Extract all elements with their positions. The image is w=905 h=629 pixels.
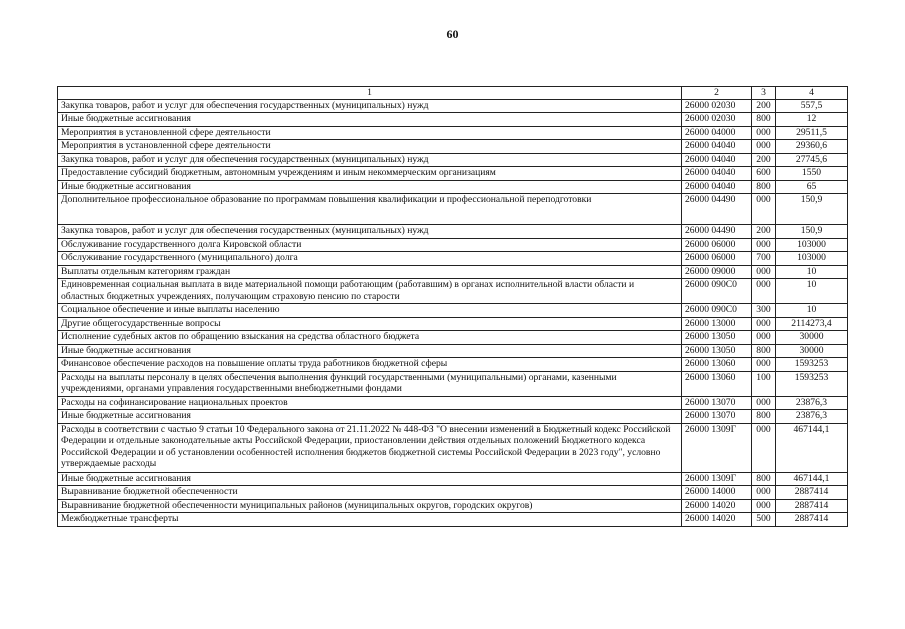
table-row xyxy=(58,304,848,318)
table-row xyxy=(58,265,848,279)
row-amount: 65 xyxy=(776,180,848,194)
row-name: Обслуживание государственного (муниципального) долга xyxy=(58,252,682,266)
row-expense-type: 800 xyxy=(752,410,776,424)
header-col-1: 1 xyxy=(58,87,682,100)
row-amount: 23876,3 xyxy=(776,410,848,424)
row-code: 26000 13070 xyxy=(682,410,752,424)
row-code: 26000 04040 xyxy=(682,167,752,181)
row-name: Другие общегосударственные вопросы xyxy=(58,317,682,331)
row-name: Закупка товаров, работ и услуг для обеспечения государственных (муниципальных) нужд xyxy=(58,99,682,113)
row-amount: 103000 xyxy=(776,252,848,266)
row-expense-type: 800 xyxy=(752,344,776,358)
row-amount: 1593253 xyxy=(776,371,848,396)
row-amount: 467144,1 xyxy=(776,423,848,472)
table-row xyxy=(58,410,848,424)
table-body xyxy=(58,99,848,526)
row-code: 26000 04000 xyxy=(682,126,752,140)
table-row xyxy=(58,99,848,113)
row-code: 26000 090С0 xyxy=(682,304,752,318)
row-code: 26000 13060 xyxy=(682,371,752,396)
table-row xyxy=(58,167,848,181)
row-name: Расходы на выплаты персоналу в целях обеспечения выполнения функций государственными (муниципальными) органами, казенными учреждениями, органами управления государственными внебюджетными фондами xyxy=(58,371,682,396)
row-expense-type: 600 xyxy=(752,167,776,181)
row-code: 26000 14020 xyxy=(682,513,752,527)
row-amount: 150,9 xyxy=(776,194,848,225)
row-amount: 10 xyxy=(776,265,848,279)
row-amount: 27745,6 xyxy=(776,153,848,167)
header-col-4: 4 xyxy=(776,87,848,100)
row-expense-type: 000 xyxy=(752,396,776,410)
row-expense-type: 700 xyxy=(752,252,776,266)
row-name: Выравнивание бюджетной обеспеченности xyxy=(58,486,682,500)
row-expense-type: 000 xyxy=(752,331,776,345)
row-expense-type: 200 xyxy=(752,225,776,239)
row-expense-type: 000 xyxy=(752,140,776,154)
row-amount: 30000 xyxy=(776,331,848,345)
row-name: Выплаты отдельным категориям граждан xyxy=(58,265,682,279)
row-expense-type: 500 xyxy=(752,513,776,527)
table-row xyxy=(58,238,848,252)
row-name: Иные бюджетные ассигнования xyxy=(58,344,682,358)
table-row xyxy=(58,225,848,239)
row-name: Выравнивание бюджетной обеспеченности муниципальных районов (муниципальных округов, городских округов) xyxy=(58,499,682,513)
row-code: 26000 14020 xyxy=(682,499,752,513)
row-code: 26000 02030 xyxy=(682,99,752,113)
row-code: 26000 13050 xyxy=(682,344,752,358)
row-expense-type: 000 xyxy=(752,238,776,252)
table-row xyxy=(58,358,848,372)
row-name: Иные бюджетные ассигнования xyxy=(58,180,682,194)
row-amount: 1593253 xyxy=(776,358,848,372)
row-code: 26000 04040 xyxy=(682,153,752,167)
table-row xyxy=(58,317,848,331)
row-name: Дополнительное профессиональное образование по программам повышения квалификации и профессиональной переподготовки xyxy=(58,194,682,225)
row-code: 26000 14000 xyxy=(682,486,752,500)
row-code: 26000 13070 xyxy=(682,396,752,410)
row-amount: 467144,1 xyxy=(776,472,848,486)
row-expense-type: 800 xyxy=(752,472,776,486)
row-code: 26000 02030 xyxy=(682,113,752,127)
row-expense-type: 800 xyxy=(752,180,776,194)
row-amount: 1550 xyxy=(776,167,848,181)
row-expense-type: 100 xyxy=(752,371,776,396)
row-expense-type: 000 xyxy=(752,194,776,225)
row-amount: 10 xyxy=(776,279,848,304)
row-amount: 150,9 xyxy=(776,225,848,239)
row-expense-type: 000 xyxy=(752,486,776,500)
row-name: Расходы в соответствии с частью 9 статьи 10 Федерального закона от 21.11.2022 № 448-ФЗ "О внесении изменений в Бюджетный кодекс Российской Федерации и отдельные законодательные акты Российской Федерации, приостановлении действия отдельных положений Бюджетного кодекса Российской Федерации и об установлении особенностей исполнения бюджетов бюджетной системы Российской Федерации в 2023 году", условно утверждаемые расходы xyxy=(58,423,682,472)
row-amount: 30000 xyxy=(776,344,848,358)
row-code: 26000 06000 xyxy=(682,252,752,266)
row-expense-type: 800 xyxy=(752,113,776,127)
row-amount: 29511,5 xyxy=(776,126,848,140)
budget-table xyxy=(57,86,848,527)
table-row xyxy=(58,344,848,358)
row-amount: 10 xyxy=(776,304,848,318)
row-expense-type: 000 xyxy=(752,358,776,372)
row-name: Закупка товаров, работ и услуг для обеспечения государственных (муниципальных) нужд xyxy=(58,153,682,167)
row-name: Финансовое обеспечение расходов на повышение оплаты труда работников бюджетной сферы xyxy=(58,358,682,372)
row-code: 26000 13000 xyxy=(682,317,752,331)
row-expense-type: 300 xyxy=(752,304,776,318)
row-expense-type: 200 xyxy=(752,153,776,167)
row-expense-type: 000 xyxy=(752,126,776,140)
row-code: 26000 13050 xyxy=(682,331,752,345)
row-name: Предоставление субсидий бюджетным, автономным учреждениям и иным некоммерческим организациям xyxy=(58,167,682,181)
row-code: 26000 1309Г xyxy=(682,423,752,472)
row-amount: 2887414 xyxy=(776,513,848,527)
row-name: Расходы на софинансирование национальных проектов xyxy=(58,396,682,410)
row-expense-type: 000 xyxy=(752,499,776,513)
table-row xyxy=(58,472,848,486)
header-col-2: 2 xyxy=(682,87,752,100)
row-amount: 2114273,4 xyxy=(776,317,848,331)
header-col-3: 3 xyxy=(752,87,776,100)
table-row xyxy=(58,194,848,225)
row-name: Закупка товаров, работ и услуг для обеспечения государственных (муниципальных) нужд xyxy=(58,225,682,239)
row-expense-type: 000 xyxy=(752,279,776,304)
table-row xyxy=(58,371,848,396)
row-name: Иные бюджетные ассигнования xyxy=(58,113,682,127)
table-row xyxy=(58,180,848,194)
row-name: Обслуживание государственного долга Кировской области xyxy=(58,238,682,252)
row-amount: 12 xyxy=(776,113,848,127)
row-expense-type: 000 xyxy=(752,423,776,472)
table-row xyxy=(58,113,848,127)
table-row xyxy=(58,499,848,513)
row-name: Иные бюджетные ассигнования xyxy=(58,472,682,486)
row-amount: 2887414 xyxy=(776,499,848,513)
row-expense-type: 000 xyxy=(752,317,776,331)
row-amount: 557,5 xyxy=(776,99,848,113)
row-code: 26000 06000 xyxy=(682,238,752,252)
table-row xyxy=(58,126,848,140)
table-row xyxy=(58,252,848,266)
row-name: Мероприятия в установленной сфере деятельности xyxy=(58,140,682,154)
row-code: 26000 090С0 xyxy=(682,279,752,304)
table-row xyxy=(58,513,848,527)
table-row xyxy=(58,279,848,304)
row-code: 26000 04040 xyxy=(682,140,752,154)
row-amount: 23876,3 xyxy=(776,396,848,410)
table-row xyxy=(58,331,848,345)
row-name: Межбюджетные трансферты xyxy=(58,513,682,527)
row-code: 26000 1309Г xyxy=(682,472,752,486)
row-name: Исполнение судебных актов по обращению взыскания на средства областного бюджета xyxy=(58,331,682,345)
table-row xyxy=(58,486,848,500)
row-code: 26000 09000 xyxy=(682,265,752,279)
row-amount: 103000 xyxy=(776,238,848,252)
row-code: 26000 04490 xyxy=(682,225,752,239)
row-code: 26000 04490 xyxy=(682,194,752,225)
table-row xyxy=(58,396,848,410)
page-number: 60 xyxy=(446,27,459,41)
row-amount: 29360,6 xyxy=(776,140,848,154)
row-expense-type: 200 xyxy=(752,99,776,113)
row-amount: 2887414 xyxy=(776,486,848,500)
table-row xyxy=(58,140,848,154)
row-name: Иные бюджетные ассигнования xyxy=(58,410,682,424)
row-code: 26000 13060 xyxy=(682,358,752,372)
row-expense-type: 000 xyxy=(752,265,776,279)
row-name: Социальное обеспечение и иные выплаты населению xyxy=(58,304,682,318)
row-name: Мероприятия в установленной сфере деятельности xyxy=(58,126,682,140)
row-name: Единовременная социальная выплата в виде материальной помощи работающим (работавшим) в органах исполнительной власти области и областных бюджетных учреждениях, получающим страховую пенсию по старости xyxy=(58,279,682,304)
table-row xyxy=(58,153,848,167)
table-row xyxy=(58,423,848,472)
row-code: 26000 04040 xyxy=(682,180,752,194)
table-header-row xyxy=(58,87,848,100)
